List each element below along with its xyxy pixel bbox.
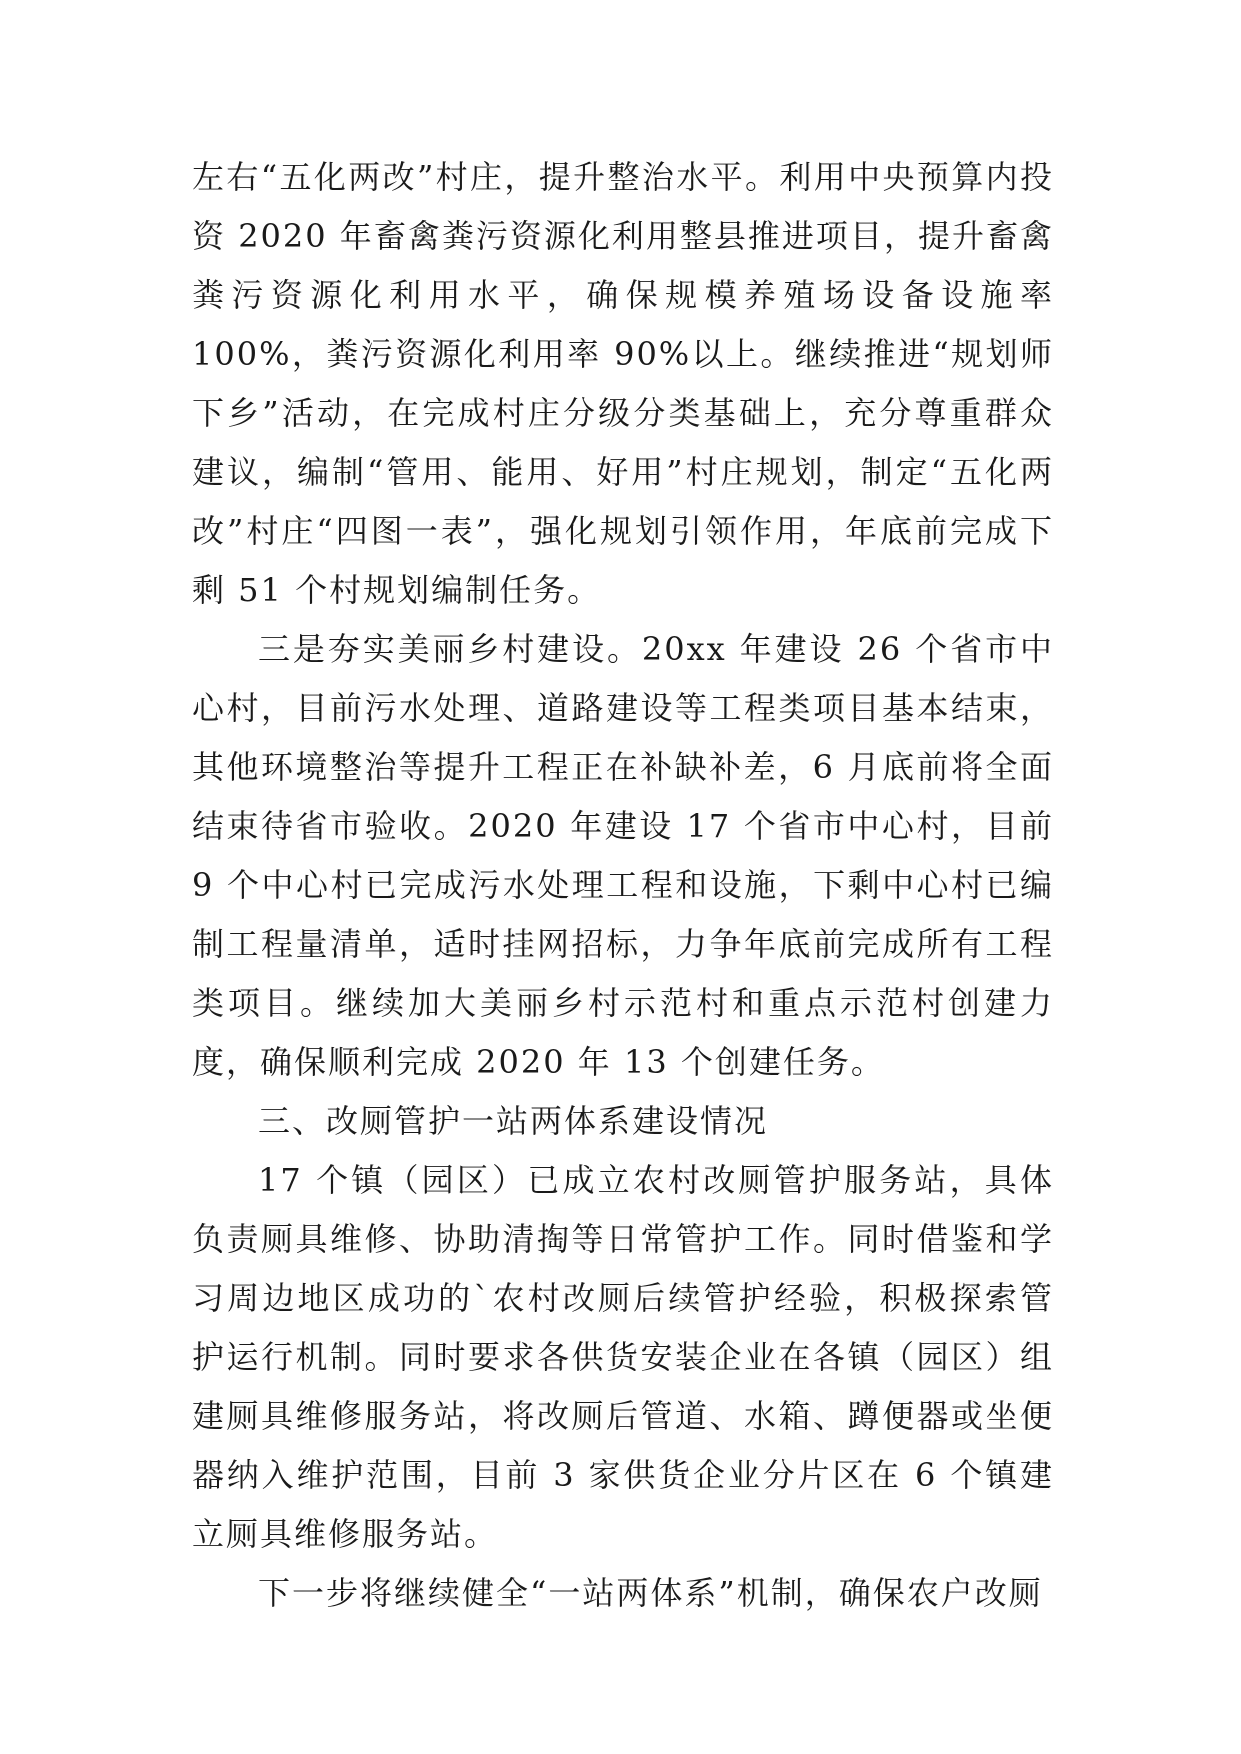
document-page xyxy=(192,148,1054,1623)
paragraph-next-step: 下一步将继续健全“一站两体系”机制，确保农户改厕 xyxy=(258,1574,1043,1612)
paragraph-rural-planning: 左右“五化两改”村庄，提升整治水平。利用中央预算内投资 2020 年畜禽粪污资源化利用整县推进项目，提升畜禽粪污资源化利用水平，确保规模养殖场设备设施率 100%，粪污资源化利用率 90%以上。继续推进“规划师下乡”活动，在完成村庄分级分类基础上，充分尊重群众建议，编制“管用、能用、好用”村庄规划，制定“五化两改”村庄“四图一表”，强化规划引领作用，年底前完成下剩 51 个村规划编制任务。 xyxy=(192,158,1054,609)
paragraph-beautiful-village: 三是夯实美丽乡村建设。20xx 年建设 26 个省市中心村，目前污水处理、道路建设等工程类项目基本结束，其他环境整治等提升工程正在补缺补差，6 月底前将全面结束待省市验收。2020 年建设 17 个省市中心村，目前 9 个中心村已完成污水处理工程和设施，下剩中心村已编制工程量清单，适时挂网招标，力争年底前完成所有工程类项目。继续加大美丽乡村示范村和重点示范村创建力度，确保顺利完成 2020 年 13 个创建任务。 xyxy=(192,630,1054,1081)
paragraph-toilet-maintenance: 17 个镇（园区）已成立农村改厕管护服务站，具体负责厕具维修、协助清掏等日常管护工作。同时借鉴和学习周边地区成功的`农村改厕后续管护经验，积极探索管护运行机制。同时要求各供货安装企业在各镇（园区）组建厕具维修服务站，将改厕后管道、水箱、蹲便器或坐便器纳入维护范围，目前 3 家供货企业分片区在 6 个镇建立厕具维修服务站。 xyxy=(192,1161,1054,1553)
section-heading: 三、改厕管护一站两体系建设情况 xyxy=(258,1102,769,1140)
